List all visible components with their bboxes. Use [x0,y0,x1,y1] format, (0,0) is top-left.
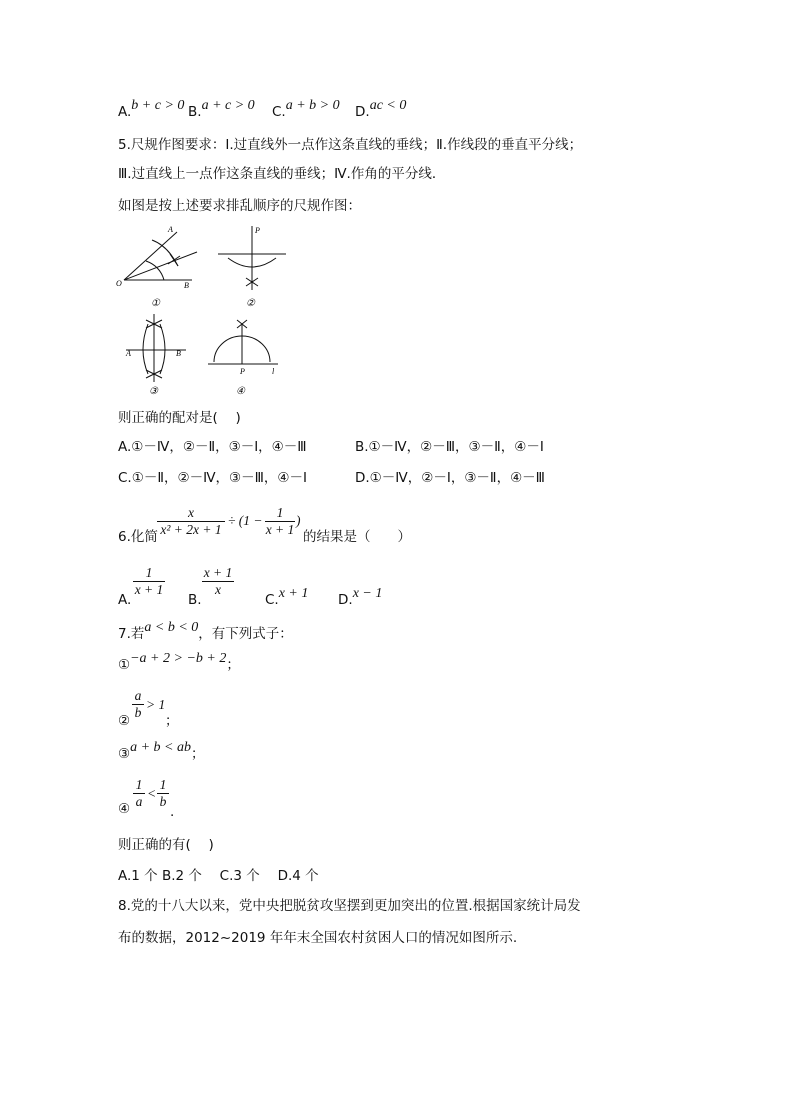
q5-option-d[interactable]: D.①－Ⅳ，②－Ⅰ，③－Ⅱ，④－Ⅲ [355,470,545,486]
q4-option-c[interactable]: C.a + b > 0 [272,98,340,120]
q7-condition: a < b < 0 [144,620,199,635]
q7-item-3-expr: a + b < ab [130,740,192,755]
figure-1-angle-bisector [112,220,202,312]
q6-option-b-fraction: $\frac{x + 1}{x}$ [203,565,233,597]
q6-inner-fraction [265,505,295,538]
q4-option-c-expr: a + b > 0 [285,98,340,113]
q7-item-1-expr: −a + 2 > −b + 2 [130,651,227,666]
fig4-label-l: l [272,367,275,376]
q7-item-1: ①−a + 2 > −b + 2； [118,651,240,673]
q7-item-4-less-than: < [147,786,157,801]
q5-question: 则正确的配对是( ) [118,410,241,426]
q6-divide-open: ÷ (1 − [228,513,263,528]
q5-stem-line3: 如图是按上述要求排乱顺序的尺规作图： [118,198,361,214]
q6-option-d[interactable]: D.x − 1 [338,586,383,608]
q7-item-4-mark: ④ [118,801,131,817]
q7-item-4-right-fraction: $\frac{1}{b}$ [157,777,169,810]
fig1-caption: ① [151,298,160,309]
fig2-caption: ② [246,298,255,309]
q6-close-paren: ) [296,513,301,528]
fig1-ray-oa [124,232,177,280]
q4-option-b[interactable]: B.a + c > 0 [188,98,255,120]
fig3-arc-left [143,324,148,374]
q5-option-c[interactable]: C.①－Ⅱ，②－Ⅳ，③－Ⅲ，④－Ⅰ [118,470,308,486]
q5-option-a[interactable]: A.①－Ⅳ，②－Ⅱ，③－Ⅰ，④－Ⅲ [118,439,307,455]
q6-main-denominator: x² + 2x + 1 [157,521,225,538]
q6-main-numerator: x [188,505,194,520]
figure-2-perpendicular-from-point [212,220,292,312]
q7-item-4-left-fraction: $\frac{1}{a}$ [133,777,145,810]
q6-inner-denominator: x + 1 [265,522,295,537]
q7-item-2-fraction: $\frac{a}{b}$ [132,688,144,721]
q4-option-b-expr: a + c > 0 [201,98,255,113]
q4-option-d[interactable]: D.ac < 0 [355,98,407,120]
fig4-label-p: P [240,367,245,376]
q7-item-2-mark: ② [118,713,131,729]
q6-inner-numerator: 1 [276,505,284,520]
q7-question: 则正确的有( ) [118,837,214,853]
q7-item-2-rest: > 1 [146,697,166,712]
q6-option-c[interactable]: C.x + 1 [265,586,309,608]
figure-4-perpendicular-at-point [204,310,294,398]
fig1-bisector [124,252,197,280]
fig1-arc-upper [152,240,178,266]
fig1-label-b: B [184,281,189,290]
fig3-arc-right [160,324,165,374]
fig1-label-o: O [116,279,122,288]
q4-option-a[interactable]: A.b + c > 0 [118,98,185,120]
fig1-cross-mark [168,254,180,266]
q7-options[interactable]: A.1 个 B.2 个 C.3 个 D.4 个 [118,868,319,884]
q7-item-4-period: . [170,804,175,820]
q4-option-d-expr: ac < 0 [369,98,407,113]
q7-item-3: ③a + b < ab； [118,740,205,762]
q6-suffix: 的结果是（ ） [303,529,411,545]
q6-main-fraction [157,505,225,538]
fig3-caption: ③ [149,386,158,396]
q8-line-2: 布的数据，2012~2019 年年末全国农村贫困人口的情况如图所示. [118,930,518,946]
q5-option-b[interactable]: B.①－Ⅳ，②－Ⅲ，③－Ⅱ，④－Ⅰ [355,439,544,455]
q7-stem: 7.若a < b < 0，有下列式子： [118,620,293,642]
figure-3-perpendicular-bisector [112,310,194,396]
fig1-label-a: A [168,225,173,234]
fig3-label-a: A [126,349,131,358]
q6-option-a-letter[interactable]: A. [118,592,132,608]
q5-stem-line2: Ⅲ.过直线上一点作这条直线的垂线；Ⅳ.作角的平分线． [118,166,446,182]
fig2-label-p: P [255,226,260,235]
fig4-caption: ④ [236,386,245,397]
q4-option-a-expr: b + c > 0 [131,98,185,113]
q6-option-a-fraction: $\frac{1}{x + 1}$ [134,565,164,597]
q6-prefix: 6.化简 [118,529,158,545]
q5-stem-line1: 5.尺规作图要求：Ⅰ.过直线外一点作这条直线的垂线；Ⅱ.作线段的垂直平分线； [118,137,583,153]
q7-item-2-semicolon: ； [165,713,179,729]
q8-line-1: 8.党的十八大以来，党中央把脱贫攻坚摆到更加突出的位置.根据国家统计局发 [118,898,581,914]
q6-option-b-letter[interactable]: B. [188,592,202,608]
fig3-label-b: B [176,349,181,358]
